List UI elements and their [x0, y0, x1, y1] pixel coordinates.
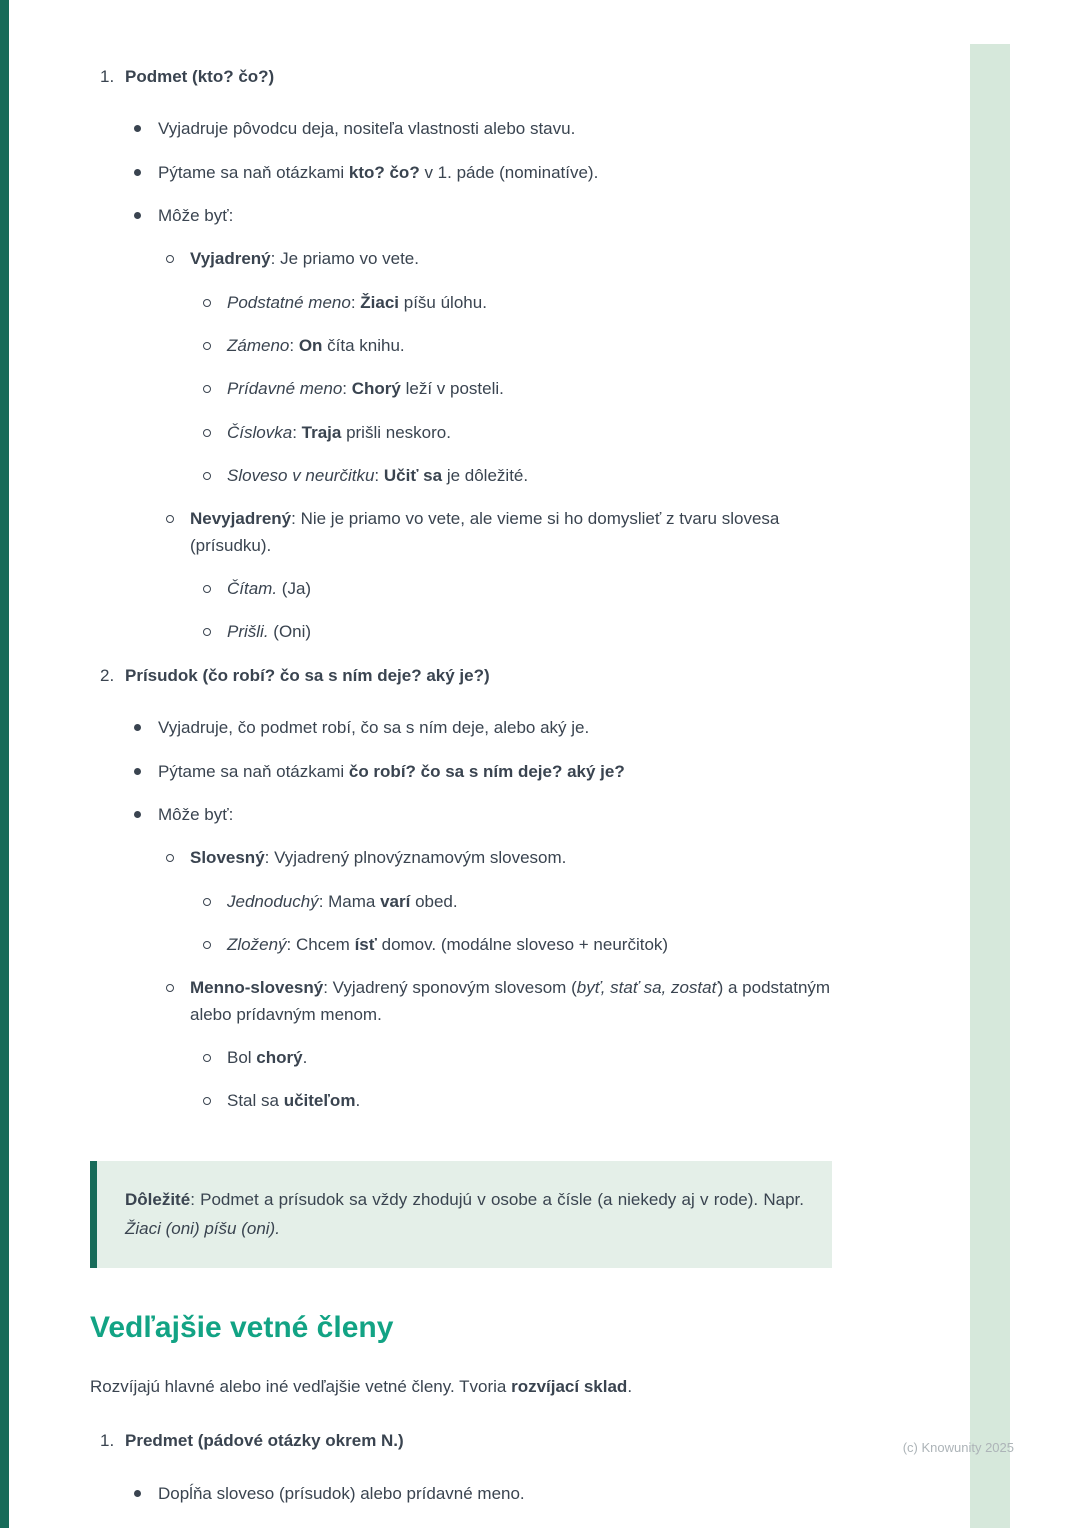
- list-item: [90, 506, 832, 559]
- bullet-marker: [166, 975, 190, 992]
- list-item: [90, 420, 832, 446]
- list-item: [90, 576, 832, 602]
- list-item: [90, 333, 832, 359]
- list-item-text: [190, 246, 832, 272]
- list-item-text: [158, 203, 832, 229]
- list-item-text: [158, 116, 832, 142]
- bullet-marker: [166, 246, 190, 263]
- text-segment: Učiť sa: [383, 466, 443, 486]
- text-segment: : Chcem: [286, 934, 355, 954]
- bullet-marker: [203, 376, 227, 393]
- bullet-marker: [203, 576, 227, 593]
- text-segment: Žiaci: [360, 292, 400, 312]
- list-item-text: [227, 932, 832, 958]
- text-segment: Menno-slovesný: [190, 978, 324, 998]
- text-segment: : Vyjadrený sponovým slovesom (: [323, 978, 577, 998]
- text-segment: prišli neskoro.: [341, 422, 451, 442]
- text-segment: ísť: [354, 934, 377, 954]
- right-accent-strip: [970, 44, 1010, 1528]
- list-number: 1.: [100, 1431, 115, 1451]
- list-item-text: [227, 576, 832, 602]
- bullet-marker: [134, 116, 158, 132]
- bullet-marker: [203, 290, 227, 307]
- list-item: [90, 290, 832, 316]
- bullet-circle-icon: [203, 342, 211, 350]
- bullet-marker: [134, 160, 158, 176]
- text-segment: Jednoduchý: [227, 891, 319, 911]
- text-segment: Podmet (kto? čo?): [125, 67, 275, 86]
- text-segment: domov. (modálne sloveso + neurčitok): [376, 934, 669, 954]
- text-segment: byť, stať sa, zostať: [576, 978, 718, 998]
- text-segment: Žiaci (oni) píšu (oni).: [125, 1219, 280, 1239]
- list-item-text: [227, 1088, 832, 1114]
- text-segment: Prišli.: [227, 622, 269, 642]
- text-segment: : Je priamo vo vete.: [270, 249, 419, 269]
- list-item-text: [158, 759, 832, 785]
- text-segment: Traja: [301, 422, 342, 442]
- bullet-marker: [203, 932, 227, 949]
- bullet-circle-icon: [166, 515, 174, 523]
- text-segment: (Oni): [268, 622, 312, 642]
- bullet-dot-icon: [134, 212, 141, 219]
- list-item-text: [158, 160, 832, 186]
- bullet-marker: [134, 1481, 158, 1497]
- text-segment: Čítam.: [227, 579, 278, 599]
- bullet-circle-icon: [203, 585, 211, 593]
- text-segment: rozvíjací sklad: [511, 1377, 628, 1397]
- list-item: [90, 246, 832, 272]
- footer-copyright: (c) Knowunity 2025: [902, 1440, 1014, 1455]
- text-segment: chorý: [256, 1047, 303, 1067]
- text-segment: Bol: [227, 1047, 257, 1067]
- bullet-circle-icon: [203, 1097, 211, 1105]
- bullet-circle-icon: [203, 1054, 211, 1062]
- list-item: [90, 932, 832, 958]
- list-item-text: [227, 333, 832, 359]
- list-item-text: [227, 889, 832, 915]
- list-item-text: [158, 1481, 832, 1507]
- text-segment: Môže byť:: [158, 804, 234, 824]
- text-segment: Prídavné meno: [227, 379, 343, 399]
- list-item: [90, 116, 832, 142]
- list-item: [90, 1481, 832, 1507]
- document-content: [90, 56, 832, 1524]
- bullet-marker: [134, 802, 158, 818]
- list-item-text: [158, 715, 832, 741]
- list-item-text: [227, 619, 832, 645]
- list-item-text: [190, 845, 832, 871]
- bullet-circle-icon: [203, 429, 211, 437]
- bullet-circle-icon: [203, 299, 211, 307]
- text-segment: kto? čo?: [348, 162, 420, 182]
- left-accent-bar: [0, 0, 9, 1528]
- bullet-marker: [203, 1045, 227, 1062]
- list-number: 2.: [100, 665, 115, 685]
- list-item-text: [190, 506, 832, 559]
- text-segment: Stal sa: [227, 1091, 284, 1111]
- bullet-marker: [203, 619, 227, 636]
- text-segment: :: [292, 422, 302, 442]
- bullet-dot-icon: [134, 169, 141, 176]
- text-segment: Vyjadrený: [190, 249, 271, 269]
- list-item-text: [227, 420, 832, 446]
- bullet-circle-icon: [166, 984, 174, 992]
- text-segment: v 1. páde (nominatíve).: [419, 162, 599, 182]
- list-item: [90, 160, 832, 186]
- bullet-marker: [203, 333, 227, 350]
- text-segment: Dopĺňa sloveso (prísudok) alebo prídavné meno.: [158, 1483, 525, 1503]
- text-segment: Chorý: [351, 379, 401, 399]
- list-item-text: [158, 802, 832, 828]
- bullet-circle-icon: [166, 854, 174, 862]
- text-segment: Vyjadruje pôvodcu deja, nositeľa vlastnosti alebo stavu.: [158, 119, 576, 139]
- text-segment: obed.: [410, 891, 458, 911]
- text-segment: :: [374, 466, 384, 486]
- list-item: [90, 619, 832, 645]
- text-segment: :: [350, 292, 361, 312]
- bullet-dot-icon: [134, 811, 141, 818]
- text-segment: .: [627, 1377, 633, 1397]
- text-segment: Môže byť:: [158, 206, 234, 226]
- bullet-marker: [166, 845, 190, 862]
- text-segment: .: [355, 1091, 361, 1111]
- list-item: [90, 1045, 832, 1071]
- bullet-marker: [203, 463, 227, 480]
- list-item: [90, 975, 832, 1028]
- bullet-marker: [166, 506, 190, 523]
- text-segment: leží v posteli.: [400, 379, 504, 399]
- text-segment: .: [302, 1047, 308, 1067]
- text-segment: (Ja): [277, 579, 312, 599]
- list-number: 1.: [100, 67, 115, 86]
- list-item-text: [227, 376, 832, 402]
- bullet-circle-icon: [203, 472, 211, 480]
- text-segment: Číslovka: [227, 422, 293, 442]
- list-item: [90, 759, 832, 785]
- bullet-circle-icon: [203, 898, 211, 906]
- text-segment: :: [342, 379, 352, 399]
- bullet-dot-icon: [134, 724, 141, 731]
- text-segment: Pýtame sa naň otázkami: [158, 761, 349, 781]
- list-item: [90, 64, 832, 90]
- list-item-text: [227, 1045, 832, 1071]
- text-segment: číta knihu.: [322, 336, 405, 356]
- text-segment: Podstatné meno: [227, 292, 351, 312]
- text-segment: Pýtame sa naň otázkami: [158, 162, 349, 182]
- bullet-dot-icon: [134, 768, 141, 775]
- list-item: [90, 663, 832, 689]
- text-segment: Rozvíjajú hlavné alebo iné vedľajšie vetné členy. Tvoria: [90, 1377, 512, 1397]
- list-item-text: [227, 290, 832, 316]
- text-segment: Vyjadruje, čo podmet robí, čo sa s ním deje, alebo aký je.: [158, 718, 590, 738]
- list-item-text: [125, 1428, 832, 1454]
- bullet-marker: [203, 889, 227, 906]
- section-heading: Vedľajšie vetné členy: [90, 1311, 394, 1345]
- list-item: [90, 1428, 832, 1454]
- list-item: [90, 463, 832, 489]
- bullet-circle-icon: [203, 941, 211, 949]
- text-segment: :: [289, 336, 299, 356]
- bullet-circle-icon: [203, 385, 211, 393]
- list-item-text: [190, 975, 832, 1028]
- text-segment: Dôležité: [125, 1189, 191, 1209]
- text-segment: čo robí? čo sa s ním deje? aký je?: [348, 761, 625, 781]
- text-segment: Zložený: [227, 934, 287, 954]
- list-item: [90, 889, 832, 915]
- text-segment: Nevyjadrený: [190, 509, 292, 529]
- text-segment: píšu úlohu.: [399, 292, 487, 312]
- list-item-text: [125, 64, 832, 90]
- important-callout: [90, 1161, 832, 1269]
- bullet-marker: [203, 420, 227, 437]
- list-item: [90, 802, 832, 828]
- text-segment: varí: [380, 891, 411, 911]
- text-segment: Prísudok (čo robí? čo sa s ním deje? aký je?): [125, 665, 490, 685]
- text-segment: ) a podstatným alebo prídavným menom.: [190, 978, 831, 1024]
- text-segment: učiteľom: [283, 1091, 356, 1111]
- paragraph: [90, 1374, 832, 1400]
- list-item: [90, 376, 832, 402]
- text-segment: Sloveso v neurčitku: [227, 466, 375, 486]
- bullet-dot-icon: [134, 125, 141, 132]
- bullet-marker: [134, 759, 158, 775]
- text-segment: je dôležité.: [442, 466, 529, 486]
- text-segment: Slovesný: [190, 848, 265, 868]
- list-item: [90, 203, 832, 229]
- text-segment: Zámeno: [227, 336, 290, 356]
- text-segment: : Vyjadrený plnovýznamovým slovesom.: [264, 848, 567, 868]
- list-item-text: [125, 663, 832, 689]
- text-segment: : Podmet a prísudok sa vždy zhodujú v osobe a čísle (a niekedy aj v rode). Napr.: [190, 1189, 804, 1209]
- bullet-marker: [134, 203, 158, 219]
- list-item-text: [227, 463, 832, 489]
- list-item: [90, 1088, 832, 1114]
- text-segment: : Mama: [318, 891, 381, 911]
- bullet-marker: [134, 715, 158, 731]
- text-segment: Predmet (pádové otázky okrem N.): [125, 1431, 404, 1451]
- bullet-circle-icon: [166, 255, 174, 263]
- text-segment: : Nie je priamo vo vete, ale vieme si ho domyslieť z tvaru slovesa (prísudku).: [190, 509, 780, 555]
- bullet-marker: [203, 1088, 227, 1105]
- text-segment: On: [298, 336, 323, 356]
- bullet-dot-icon: [134, 1490, 141, 1497]
- list-item: [90, 845, 832, 871]
- list-item: [90, 715, 832, 741]
- bullet-circle-icon: [203, 628, 211, 636]
